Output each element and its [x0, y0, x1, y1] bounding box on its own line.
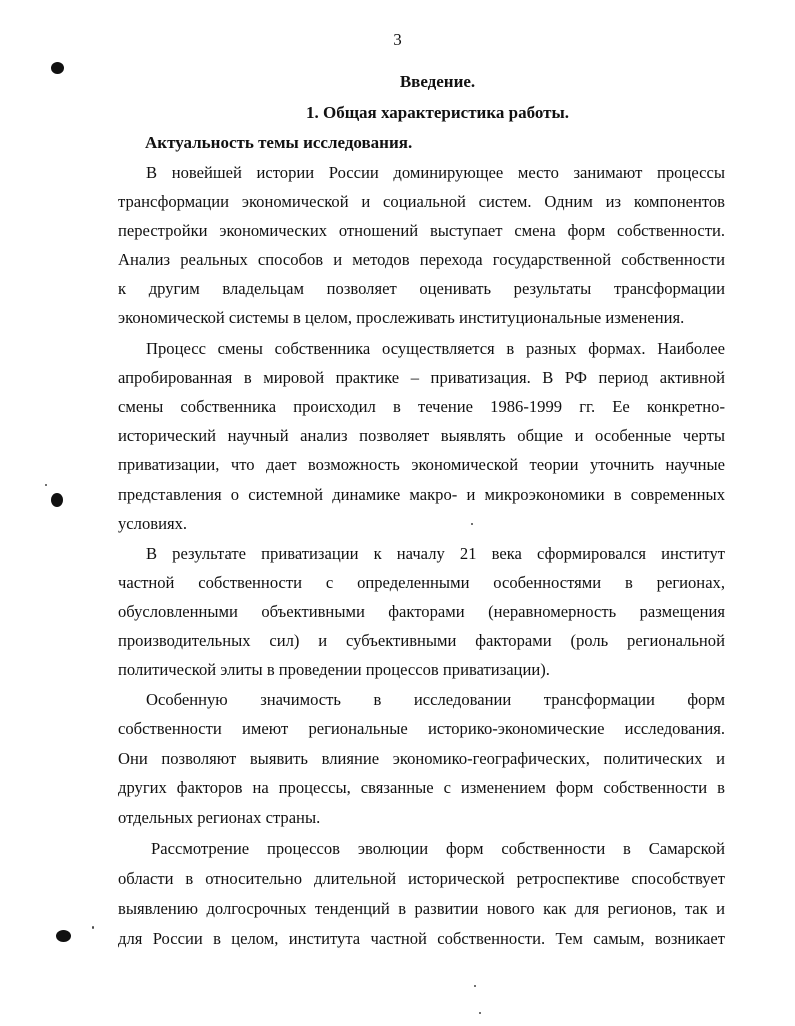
subheading-relevance: Актуальность темы исследования.: [145, 133, 413, 152]
text-line: области в относительно длительной исторической ретроспективе способствует: [118, 869, 725, 888]
scan-blot-middle: [51, 493, 63, 507]
scan-blot-bottom: [56, 930, 71, 942]
heading-introduction: Введение.: [399, 72, 476, 91]
page-number: 3: [393, 30, 402, 49]
text-line: апробированная в мировой практике – приватизация. В РФ период активной: [118, 368, 725, 387]
text-line: Процесс смены собственника осуществляется в разных формах. Наиболее: [146, 339, 725, 358]
text-line: политической элиты в проведении процессов приватизации).: [118, 660, 550, 679]
text-line: трансформации экономической и социальной систем. Одним из компонентов: [118, 192, 725, 211]
text-line: других факторов на процессы, связанные с изменением форм собственности в: [118, 778, 725, 797]
text-line: Рассмотрение процессов эволюции форм собственности в Самарской: [151, 839, 725, 858]
heading-general-characteristics: 1. Общая характеристика работы.: [305, 103, 570, 122]
text-line: Анализ реальных способов и методов перехода государственной собственности: [118, 250, 725, 269]
text-line: производительных сил) и субъективными факторами (роль региональной: [118, 631, 725, 650]
text-line: приватизации, что дает возможность экономической теории уточнить научные: [118, 455, 725, 474]
text-line: для России в целом, института частной собственности. Тем самым, возникает: [118, 929, 725, 948]
text-line: собственности имеют региональные историко-экономические исследования.: [118, 719, 725, 738]
scan-speck: [92, 926, 94, 929]
scan-speck: [479, 1012, 481, 1014]
text-line: исторический научный анализ позволяет выявлять общие и особенные черты: [118, 426, 725, 445]
text-line: экономической системы в целом, прослеживать институциональные изменения.: [118, 308, 685, 327]
text-line: к другим владельцам позволяет оценивать результаты трансформации: [118, 279, 725, 298]
scan-blot-top: [51, 62, 64, 74]
scan-speck: [45, 484, 47, 486]
text-line: отдельных регионах страны.: [118, 808, 321, 827]
text-line: Они позволяют выявить влияние экономико-географических, политических и: [118, 749, 725, 768]
text-line: В новейшей истории России доминирующее место занимают процессы: [146, 163, 725, 182]
text-line: обусловленными объективными факторами (неравномерность размещения: [118, 602, 725, 621]
text-line: представления о системной динамике макро- и микроэкономики в современных: [118, 485, 725, 504]
text-line: Особенную значимость в исследовании трансформации форм: [146, 690, 725, 709]
text-line: условиях.: [118, 514, 188, 533]
text-line: смены собственника происходил в течение 1986-1999 гг. Ее конкретно-: [118, 397, 725, 416]
scan-speck: [474, 985, 476, 987]
text-line: перестройки экономических отношений выступает смена форм собственности.: [118, 221, 725, 240]
text-line: выявлению долгосрочных тенденций в развитии нового как для регионов, так и: [118, 899, 725, 918]
text-line: частной собственности с определенными особенностями в регионах,: [118, 573, 725, 592]
text-line: В результате приватизации к началу 21 века сформировался институт: [146, 544, 725, 563]
scan-speck: [471, 523, 473, 525]
